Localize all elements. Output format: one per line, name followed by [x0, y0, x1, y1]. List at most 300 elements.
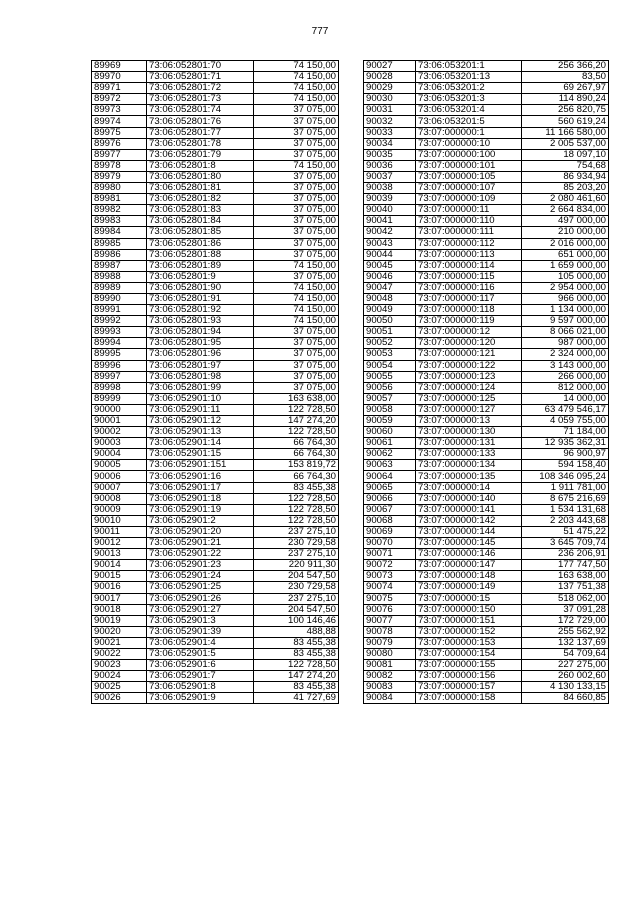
cadastral-number-cell: 73:07:000000:100 — [416, 149, 522, 160]
row-number-cell: 90057 — [364, 393, 416, 404]
cadastral-number-cell: 73:06:052801:89 — [147, 260, 254, 271]
cadastral-number-cell: 73:07:000000:13 — [416, 416, 522, 427]
cadastral-number-cell: 73:07:000000:14 — [416, 482, 522, 493]
cadastral-number-cell: 73:06:053201:4 — [416, 105, 522, 116]
row-number-cell: 90054 — [364, 360, 416, 371]
cadastral-number-cell: 73:07:000000:131 — [416, 438, 522, 449]
table-row — [364, 271, 609, 282]
value-cell: 1 659 000,00 — [522, 260, 609, 271]
table-row — [364, 83, 609, 94]
cadastral-number-cell: 73:06:052801:79 — [147, 149, 254, 160]
table-row — [92, 549, 339, 560]
row-number-cell: 90049 — [364, 305, 416, 316]
table-row — [92, 194, 339, 205]
cadastral-number-cell: 73:07:000000:146 — [416, 549, 522, 560]
table-row — [364, 427, 609, 438]
cadastral-number-cell: 73:07:000000:140 — [416, 493, 522, 504]
row-number-cell: 90024 — [92, 671, 147, 682]
value-cell: 37 075,00 — [254, 227, 339, 238]
cadastral-number-cell: 73:07:000000:11 — [416, 205, 522, 216]
cadastral-number-cell: 73:06:052801:92 — [147, 305, 254, 316]
table-row — [92, 560, 339, 571]
cadastral-number-cell: 73:07:000000:148 — [416, 571, 522, 582]
cadastral-number-cell: 73:06:052901:151 — [147, 460, 254, 471]
cadastral-number-cell: 73:06:052801:81 — [147, 183, 254, 194]
table-row — [92, 615, 339, 626]
table-row — [364, 94, 609, 105]
value-cell: 41 727,69 — [254, 693, 339, 704]
table-row — [92, 205, 339, 216]
table-row — [92, 238, 339, 249]
value-cell: 230 729,58 — [254, 582, 339, 593]
table-row — [364, 571, 609, 582]
cadastral-number-cell: 73:07:000000:151 — [416, 615, 522, 626]
value-cell: 9 597 000,00 — [522, 316, 609, 327]
row-number-cell: 90069 — [364, 526, 416, 537]
value-cell: 71 184,00 — [522, 427, 609, 438]
table-row — [92, 293, 339, 304]
row-number-cell: 89974 — [92, 116, 147, 127]
value-cell: 66 764,30 — [254, 449, 339, 460]
table-row — [364, 493, 609, 504]
row-number-cell: 90010 — [92, 515, 147, 526]
value-cell: 37 075,00 — [254, 338, 339, 349]
table-row — [92, 515, 339, 526]
cadastral-number-cell: 73:06:052801:83 — [147, 205, 254, 216]
cadastral-number-cell: 73:06:052901:25 — [147, 582, 254, 593]
value-cell: 1 911 781,00 — [522, 482, 609, 493]
cadastral-number-cell: 73:07:000000:157 — [416, 682, 522, 693]
value-cell: 74 150,00 — [254, 83, 339, 94]
table-row — [92, 349, 339, 360]
cadastral-number-cell: 73:07:000000:127 — [416, 404, 522, 415]
cadastral-number-cell: 73:07:000000:115 — [416, 271, 522, 282]
table-row — [364, 504, 609, 515]
value-cell: 37 091,28 — [522, 604, 609, 615]
value-cell: 85 203,20 — [522, 183, 609, 194]
row-number-cell: 89969 — [92, 61, 147, 72]
value-cell: 1 534 131,68 — [522, 504, 609, 515]
table-row — [364, 316, 609, 327]
value-cell: 37 075,00 — [254, 360, 339, 371]
table-row — [92, 504, 339, 515]
row-number-cell: 90056 — [364, 382, 416, 393]
table-row — [364, 293, 609, 304]
row-number-cell: 90076 — [364, 604, 416, 615]
value-cell: 37 075,00 — [254, 205, 339, 216]
row-number-cell: 89987 — [92, 260, 147, 271]
cadastral-number-cell: 73:06:052801:8 — [147, 160, 254, 171]
cadastral-number-cell: 73:07:000000:116 — [416, 282, 522, 293]
table-row — [92, 271, 339, 282]
cadastral-number-cell: 73:07:000000:107 — [416, 183, 522, 194]
row-number-cell: 89971 — [92, 83, 147, 94]
table-row — [92, 382, 339, 393]
value-cell: 122 728,50 — [254, 493, 339, 504]
row-number-cell: 90042 — [364, 227, 416, 238]
row-number-cell: 90021 — [92, 637, 147, 648]
table-row — [92, 260, 339, 271]
value-cell: 651 000,00 — [522, 249, 609, 260]
table-row — [364, 238, 609, 249]
cadastral-number-cell: 73:06:052901:22 — [147, 549, 254, 560]
cadastral-number-cell: 73:06:052901:16 — [147, 471, 254, 482]
cadastral-number-cell: 73:06:052901:15 — [147, 449, 254, 460]
row-number-cell: 90078 — [364, 626, 416, 637]
value-cell: 37 075,00 — [254, 194, 339, 205]
table-row — [364, 404, 609, 415]
table-row — [364, 371, 609, 382]
table-row — [364, 382, 609, 393]
value-cell: 83 455,38 — [254, 482, 339, 493]
table-row — [92, 604, 339, 615]
row-number-cell: 90064 — [364, 471, 416, 482]
cadastral-number-cell: 73:06:052901:14 — [147, 438, 254, 449]
table-row — [92, 460, 339, 471]
cadastral-number-cell: 73:06:052901:6 — [147, 660, 254, 671]
table-row — [364, 160, 609, 171]
table-row — [92, 404, 339, 415]
value-cell: 227 275,00 — [522, 660, 609, 671]
value-cell: 84 660,85 — [522, 693, 609, 704]
value-cell: 812 000,00 — [522, 382, 609, 393]
cadastral-number-cell: 73:07:000000:133 — [416, 449, 522, 460]
row-number-cell: 90026 — [92, 693, 147, 704]
row-number-cell: 90074 — [364, 582, 416, 593]
row-number-cell: 90072 — [364, 560, 416, 571]
value-cell: 987 000,00 — [522, 338, 609, 349]
value-cell: 2 016 000,00 — [522, 238, 609, 249]
row-number-cell: 90030 — [364, 94, 416, 105]
row-number-cell: 90070 — [364, 538, 416, 549]
row-number-cell: 90025 — [92, 682, 147, 693]
row-number-cell: 90053 — [364, 349, 416, 360]
cadastral-number-cell: 73:07:000000:119 — [416, 316, 522, 327]
table-row — [364, 216, 609, 227]
cadastral-number-cell: 73:06:052801:98 — [147, 371, 254, 382]
value-cell: 266 000,00 — [522, 371, 609, 382]
row-number-cell: 89989 — [92, 282, 147, 293]
table-row — [364, 260, 609, 271]
table-row — [92, 648, 339, 659]
cadastral-number-cell: 73:06:052801:76 — [147, 116, 254, 127]
cadastral-number-cell: 73:06:052901:4 — [147, 637, 254, 648]
table-row — [92, 493, 339, 504]
row-number-cell: 90022 — [92, 648, 147, 659]
cadastral-number-cell: 73:06:052801:78 — [147, 138, 254, 149]
row-number-cell: 90066 — [364, 493, 416, 504]
row-number-cell: 90017 — [92, 593, 147, 604]
cadastral-number-cell: 73:06:052901:18 — [147, 493, 254, 504]
value-cell: 132 137,69 — [522, 637, 609, 648]
cadastral-number-cell: 73:06:052801:82 — [147, 194, 254, 205]
value-cell: 518 062,00 — [522, 593, 609, 604]
row-number-cell: 90073 — [364, 571, 416, 582]
row-number-cell: 90077 — [364, 615, 416, 626]
row-number-cell: 90023 — [92, 660, 147, 671]
page-number: 777 — [311, 26, 329, 37]
value-cell: 8 066 021,00 — [522, 327, 609, 338]
cadastral-number-cell: 73:07:000000:154 — [416, 648, 522, 659]
table-row — [364, 127, 609, 138]
table-row — [364, 360, 609, 371]
value-cell: 114 890,24 — [522, 94, 609, 105]
table-row — [92, 682, 339, 693]
cadastral-number-cell: 73:06:052801:97 — [147, 360, 254, 371]
table-row — [364, 682, 609, 693]
cadastral-number-cell: 73:06:052901:12 — [147, 416, 254, 427]
table-row — [92, 316, 339, 327]
value-cell: 153 819,72 — [254, 460, 339, 471]
value-cell: 137 751,38 — [522, 582, 609, 593]
table-body — [92, 61, 339, 704]
row-number-cell: 89978 — [92, 160, 147, 171]
value-cell: 237 275,10 — [254, 593, 339, 604]
table-row — [364, 105, 609, 116]
value-cell: 74 150,00 — [254, 282, 339, 293]
row-number-cell: 90002 — [92, 427, 147, 438]
value-cell: 204 547,50 — [254, 604, 339, 615]
cadastral-number-cell: 73:06:052901:24 — [147, 571, 254, 582]
cadastral-number-cell: 73:07:000000:156 — [416, 671, 522, 682]
table-row — [364, 549, 609, 560]
row-number-cell: 89996 — [92, 360, 147, 371]
value-cell: 488,88 — [254, 626, 339, 637]
table-row — [92, 72, 339, 83]
row-number-cell: 90011 — [92, 526, 147, 537]
value-cell: 220 911,30 — [254, 560, 339, 571]
table-row — [92, 149, 339, 160]
value-cell: 66 764,30 — [254, 438, 339, 449]
value-cell: 51 475,22 — [522, 526, 609, 537]
row-number-cell: 89986 — [92, 249, 147, 260]
value-cell: 163 638,00 — [254, 393, 339, 404]
table-row — [92, 61, 339, 72]
cadastral-number-cell: 73:06:052801:9 — [147, 271, 254, 282]
table-row — [364, 593, 609, 604]
cadastral-number-cell: 73:06:052901:10 — [147, 393, 254, 404]
cadastral-number-cell: 73:06:052801:85 — [147, 227, 254, 238]
table-row — [364, 338, 609, 349]
value-cell: 594 158,40 — [522, 460, 609, 471]
row-number-cell: 89976 — [92, 138, 147, 149]
cadastral-number-cell: 73:07:000000:122 — [416, 360, 522, 371]
value-cell: 255 562,92 — [522, 626, 609, 637]
row-number-cell: 90068 — [364, 515, 416, 526]
table-row — [364, 349, 609, 360]
cadastral-number-cell: 73:06:052801:86 — [147, 238, 254, 249]
cadastral-number-cell: 73:06:052901:13 — [147, 427, 254, 438]
cadastral-number-cell: 73:07:000000:130 — [416, 427, 522, 438]
cadastral-table-right — [363, 60, 609, 704]
table-row — [364, 171, 609, 182]
value-cell: 100 146,46 — [254, 615, 339, 626]
table-row — [364, 282, 609, 293]
cadastral-number-cell: 73:06:052801:91 — [147, 293, 254, 304]
row-number-cell: 90018 — [92, 604, 147, 615]
cadastral-number-cell: 73:06:052901:17 — [147, 482, 254, 493]
row-number-cell: 89997 — [92, 371, 147, 382]
row-number-cell: 90071 — [364, 549, 416, 560]
row-number-cell: 90039 — [364, 194, 416, 205]
table-row — [364, 227, 609, 238]
row-number-cell: 90036 — [364, 160, 416, 171]
value-cell: 74 150,00 — [254, 305, 339, 316]
table-row — [92, 538, 339, 549]
value-cell: 177 747,50 — [522, 560, 609, 571]
row-number-cell: 90060 — [364, 427, 416, 438]
value-cell: 83,50 — [522, 72, 609, 83]
table-row — [364, 515, 609, 526]
row-number-cell: 89999 — [92, 393, 147, 404]
value-cell: 172 729,00 — [522, 615, 609, 626]
row-number-cell: 90062 — [364, 449, 416, 460]
table-body — [364, 61, 609, 704]
cadastral-number-cell: 73:06:052901:3 — [147, 615, 254, 626]
row-number-cell: 90015 — [92, 571, 147, 582]
row-number-cell: 90055 — [364, 371, 416, 382]
row-number-cell: 90081 — [364, 660, 416, 671]
row-number-cell: 89973 — [92, 105, 147, 116]
value-cell: 66 764,30 — [254, 471, 339, 482]
row-number-cell: 90027 — [364, 61, 416, 72]
table-row — [364, 560, 609, 571]
value-cell: 2 664 834,00 — [522, 205, 609, 216]
table-row — [92, 571, 339, 582]
table-row — [364, 138, 609, 149]
value-cell: 83 455,38 — [254, 648, 339, 659]
table-row — [92, 526, 339, 537]
row-number-cell: 89988 — [92, 271, 147, 282]
row-number-cell: 90031 — [364, 105, 416, 116]
table-row — [92, 438, 339, 449]
value-cell: 230 729,58 — [254, 538, 339, 549]
table-row — [92, 360, 339, 371]
table-row — [364, 416, 609, 427]
row-number-cell: 89972 — [92, 94, 147, 105]
table-row — [92, 626, 339, 637]
row-number-cell: 90046 — [364, 271, 416, 282]
row-number-cell: 90038 — [364, 183, 416, 194]
table-row — [92, 416, 339, 427]
table-row — [364, 615, 609, 626]
table-row — [364, 671, 609, 682]
cadastral-number-cell: 73:06:052801:94 — [147, 327, 254, 338]
table-row — [92, 216, 339, 227]
row-number-cell: 90058 — [364, 404, 416, 415]
value-cell: 37 075,00 — [254, 116, 339, 127]
cadastral-number-cell: 73:06:053201:3 — [416, 94, 522, 105]
cadastral-number-cell: 73:06:052801:73 — [147, 94, 254, 105]
row-number-cell: 89998 — [92, 382, 147, 393]
row-number-cell: 90079 — [364, 637, 416, 648]
table-row — [92, 138, 339, 149]
cadastral-number-cell: 73:07:000000:124 — [416, 382, 522, 393]
table-row — [92, 249, 339, 260]
cadastral-number-cell: 73:06:052901:27 — [147, 604, 254, 615]
value-cell: 122 728,50 — [254, 515, 339, 526]
table-row — [92, 482, 339, 493]
cadastral-number-cell: 73:06:052801:88 — [147, 249, 254, 260]
cadastral-number-cell: 73:07:000000:111 — [416, 227, 522, 238]
row-number-cell: 90067 — [364, 504, 416, 515]
row-number-cell: 89980 — [92, 183, 147, 194]
value-cell: 256 820,75 — [522, 105, 609, 116]
row-number-cell: 90043 — [364, 238, 416, 249]
row-number-cell: 90040 — [364, 205, 416, 216]
value-cell: 74 150,00 — [254, 61, 339, 72]
value-cell: 74 150,00 — [254, 260, 339, 271]
value-cell: 37 075,00 — [254, 171, 339, 182]
row-number-cell: 90083 — [364, 682, 416, 693]
table-row — [364, 626, 609, 637]
table-row — [364, 393, 609, 404]
cadastral-number-cell: 73:07:000000:134 — [416, 460, 522, 471]
value-cell: 63 479 546,17 — [522, 404, 609, 415]
cadastral-number-cell: 73:06:053201:2 — [416, 83, 522, 94]
row-number-cell: 90080 — [364, 648, 416, 659]
value-cell: 37 075,00 — [254, 149, 339, 160]
cadastral-number-cell: 73:07:000000:155 — [416, 660, 522, 671]
value-cell: 83 455,38 — [254, 637, 339, 648]
row-number-cell: 90061 — [364, 438, 416, 449]
table-row — [92, 282, 339, 293]
table-row — [364, 116, 609, 127]
row-number-cell: 90050 — [364, 316, 416, 327]
cadastral-number-cell: 73:06:053201:1 — [416, 61, 522, 72]
row-number-cell: 90052 — [364, 338, 416, 349]
value-cell: 560 619,24 — [522, 116, 609, 127]
cadastral-number-cell: 73:06:052801:93 — [147, 316, 254, 327]
row-number-cell: 90028 — [364, 72, 416, 83]
cadastral-number-cell: 73:06:053201:13 — [416, 72, 522, 83]
row-number-cell: 90007 — [92, 482, 147, 493]
row-number-cell: 89994 — [92, 338, 147, 349]
row-number-cell: 90004 — [92, 449, 147, 460]
value-cell: 86 934,94 — [522, 171, 609, 182]
row-number-cell: 90035 — [364, 149, 416, 160]
value-cell: 54 709,64 — [522, 648, 609, 659]
table-row — [92, 127, 339, 138]
value-cell: 2 080 461,60 — [522, 194, 609, 205]
cadastral-number-cell: 73:07:000000:117 — [416, 293, 522, 304]
table-row — [92, 305, 339, 316]
row-number-cell: 90047 — [364, 282, 416, 293]
row-number-cell: 89970 — [92, 72, 147, 83]
value-cell: 74 150,00 — [254, 316, 339, 327]
table-row — [92, 427, 339, 438]
value-cell: 966 000,00 — [522, 293, 609, 304]
row-number-cell: 90009 — [92, 504, 147, 515]
row-number-cell: 90001 — [92, 416, 147, 427]
cadastral-number-cell: 73:06:052901:20 — [147, 526, 254, 537]
table-row — [92, 660, 339, 671]
row-number-cell: 90059 — [364, 416, 416, 427]
row-number-cell: 90084 — [364, 693, 416, 704]
row-number-cell: 89977 — [92, 149, 147, 160]
row-number-cell: 90008 — [92, 493, 147, 504]
row-number-cell: 90044 — [364, 249, 416, 260]
cadastral-number-cell: 73:07:000000:152 — [416, 626, 522, 637]
value-cell: 147 274,20 — [254, 671, 339, 682]
cadastral-number-cell: 73:06:052901:7 — [147, 671, 254, 682]
table-row — [364, 183, 609, 194]
row-number-cell: 89990 — [92, 293, 147, 304]
value-cell: 37 075,00 — [254, 349, 339, 360]
value-cell: 37 075,00 — [254, 216, 339, 227]
row-number-cell: 89992 — [92, 316, 147, 327]
cadastral-number-cell: 73:07:000000:125 — [416, 393, 522, 404]
